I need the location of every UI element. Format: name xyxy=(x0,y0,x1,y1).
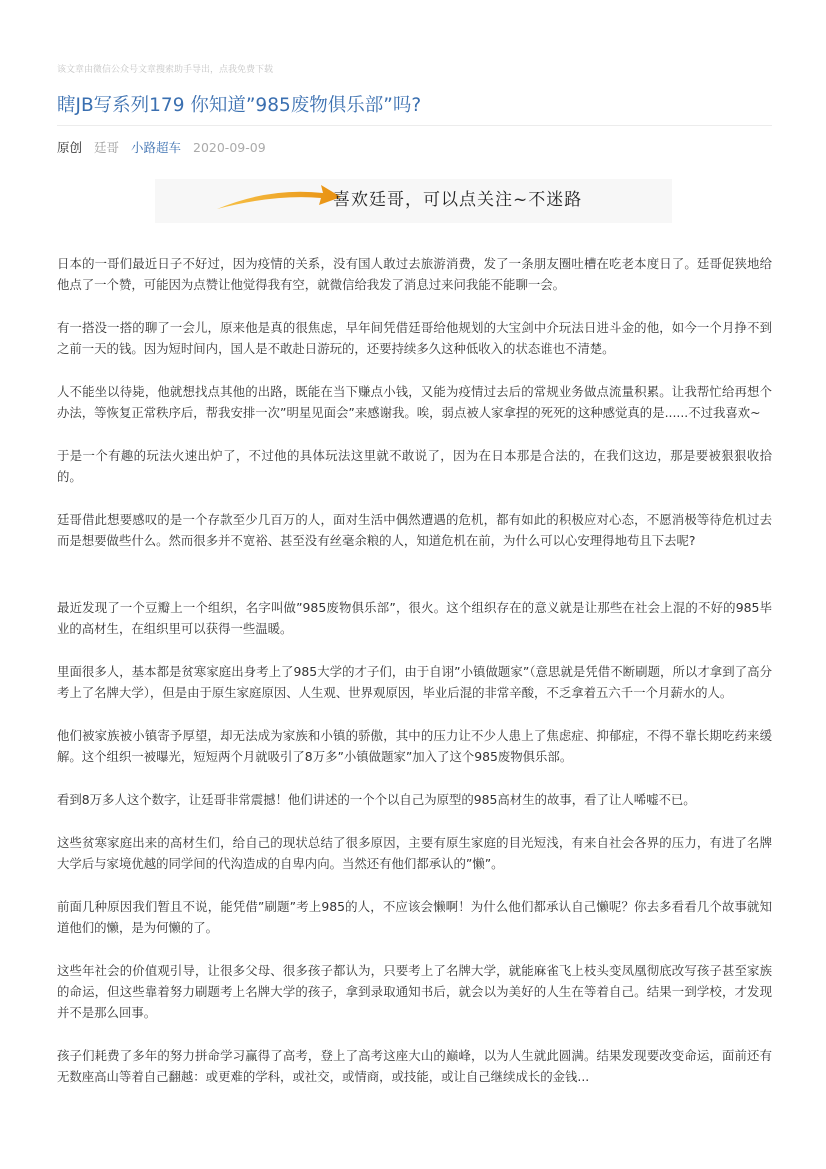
paragraph: 里面很多人，基本都是贫寒家庭出身考上了985大学的才子们，由于自诩”小镇做题家”（意思就是凭借不断刷题，所以才拿到了高分考上了名牌大学），但是由于原生家庭原因、人生观、世界观原因，毕业后混的非常辛酸，不乏拿着五六千一个月薪水的人。 xyxy=(57,664,772,700)
article-title: 瞎JB写系列179 你知道”985废物俱乐部”吗? xyxy=(57,95,422,116)
title-divider xyxy=(57,125,772,126)
export-notice-link[interactable]: 该文章由微信公众号文章搜索助手导出，点我免费下载 xyxy=(57,65,274,75)
paragraph: 廷哥借此想要感叹的是一个存款至少几百万的人，面对生活中偶然遭遇的危机，都有如此的积极应对心态，不愿消极等待危机过去而是想要做些什么。然而很多并不宽裕、甚至没有丝毫余粮的人，知道危机在前，为什么可以心安理得地苟且下去呢? xyxy=(57,512,772,548)
banner-text: 喜欢廷哥，可以点关注~不迷路 xyxy=(333,190,583,210)
author-name: 廷哥 xyxy=(94,140,120,155)
account-link[interactable]: 小路超车 xyxy=(131,140,182,155)
publish-date: 2020-09-09 xyxy=(193,140,266,155)
paragraph: 于是一个有趣的玩法火速出炉了，不过他的具体玩法这里就不敢说了，因为在日本那是合法的，在我们这边，那是要被狠狠收拾的。 xyxy=(57,448,772,484)
follow-banner xyxy=(155,179,672,223)
paragraph: 这些年社会的价值观引导，让很多父母、很多孩子都认为，只要考上了名牌大学，就能麻雀飞上枝头变凤凰彻底改写孩子甚至家族的命运，但这些靠着努力刷题考上名牌大学的孩子，拿到录取通知书后，就会以为美好的人生在等着自己。结果一到学校，才发现并不是那么回事。 xyxy=(57,963,772,1020)
paragraph: 他们被家族被小镇寄予厚望，却无法成为家族和小镇的骄傲，其中的压力让不少人患上了焦虑症、抑郁症，不得不靠长期吃药来缓解。这个组织一被曝光，短短两个月就吸引了8万多”小镇做题家”加入了这个985废物俱乐部。 xyxy=(57,728,772,764)
paragraph: 最近发现了一个豆瓣上一个组织，名字叫做”985废物俱乐部”，很火。这个组织存在的意义就是让那些在社会上混的不好的985毕业的高材生，在组织里可以获得一些温暖。 xyxy=(57,600,772,636)
paragraph: 前面几种原因我们暂且不说，能凭借”刷题”考上985的人，不应该会懒啊！为什么他们都承认自己懒呢？你去多看看几个故事就知道他们的懒，是为何懒的了。 xyxy=(57,899,772,935)
original-label: 原创 xyxy=(57,140,83,155)
paragraph: 有一搭没一搭的聊了一会儿，原来他是真的很焦虑，早年间凭借廷哥给他规划的大宝剑中介玩法日进斗金的他，如今一个月挣不到之前一天的钱。因为短时间内，国人是不敢赴日游玩的，还要持续多久这种低收入的状态谁也不清楚。 xyxy=(57,320,772,356)
article-meta xyxy=(57,140,274,156)
paragraph: 日本的一哥们最近日子不好过，因为疫情的关系，没有国人敢过去旅游消费，发了一条朋友圈吐槽在吃老本度日了。廷哥促狭地给他点了一个赞，可能因为点赞让他觉得我有空，就微信给我发了消息过来问我能不能聊一会。 xyxy=(57,256,772,292)
paragraph: 这些贫寒家庭出来的高材生们，给自己的现状总结了很多原因，主要有原生家庭的目光短浅，有来自社会各界的压力，有进了名牌大学后与家境优越的同学间的代沟造成的自卑内向。当然还有他们都承认的”懒”。 xyxy=(57,835,772,871)
paragraph: 看到8万多人这个数字，让廷哥非常震撼！他们讲述的一个个以自己为原型的985高材生的故事，看了让人唏嘘不已。 xyxy=(57,792,696,807)
paragraph: 孩子们耗费了多年的努力拼命学习赢得了高考，登上了高考这座大山的巅峰，以为人生就此圆满。结果发现要改变命运，面前还有无数座高山等着自己翻越：或更难的学科，或社交，或情商，或技能，或让自己继续成长的金钱... xyxy=(57,1048,772,1084)
paragraph: 人不能坐以待毙，他就想找点其他的出路，既能在当下赚点小钱，又能为疫情过去后的常规业务做点流量积累。让我帮忙给再想个办法，等恢复正常秩序后，帮我安排一次”明星见面会”来感谢我。唉，弱点被人家拿捏的死死的这种感觉真的是......不过我喜欢~ xyxy=(57,384,772,420)
article-body xyxy=(57,253,772,1087)
